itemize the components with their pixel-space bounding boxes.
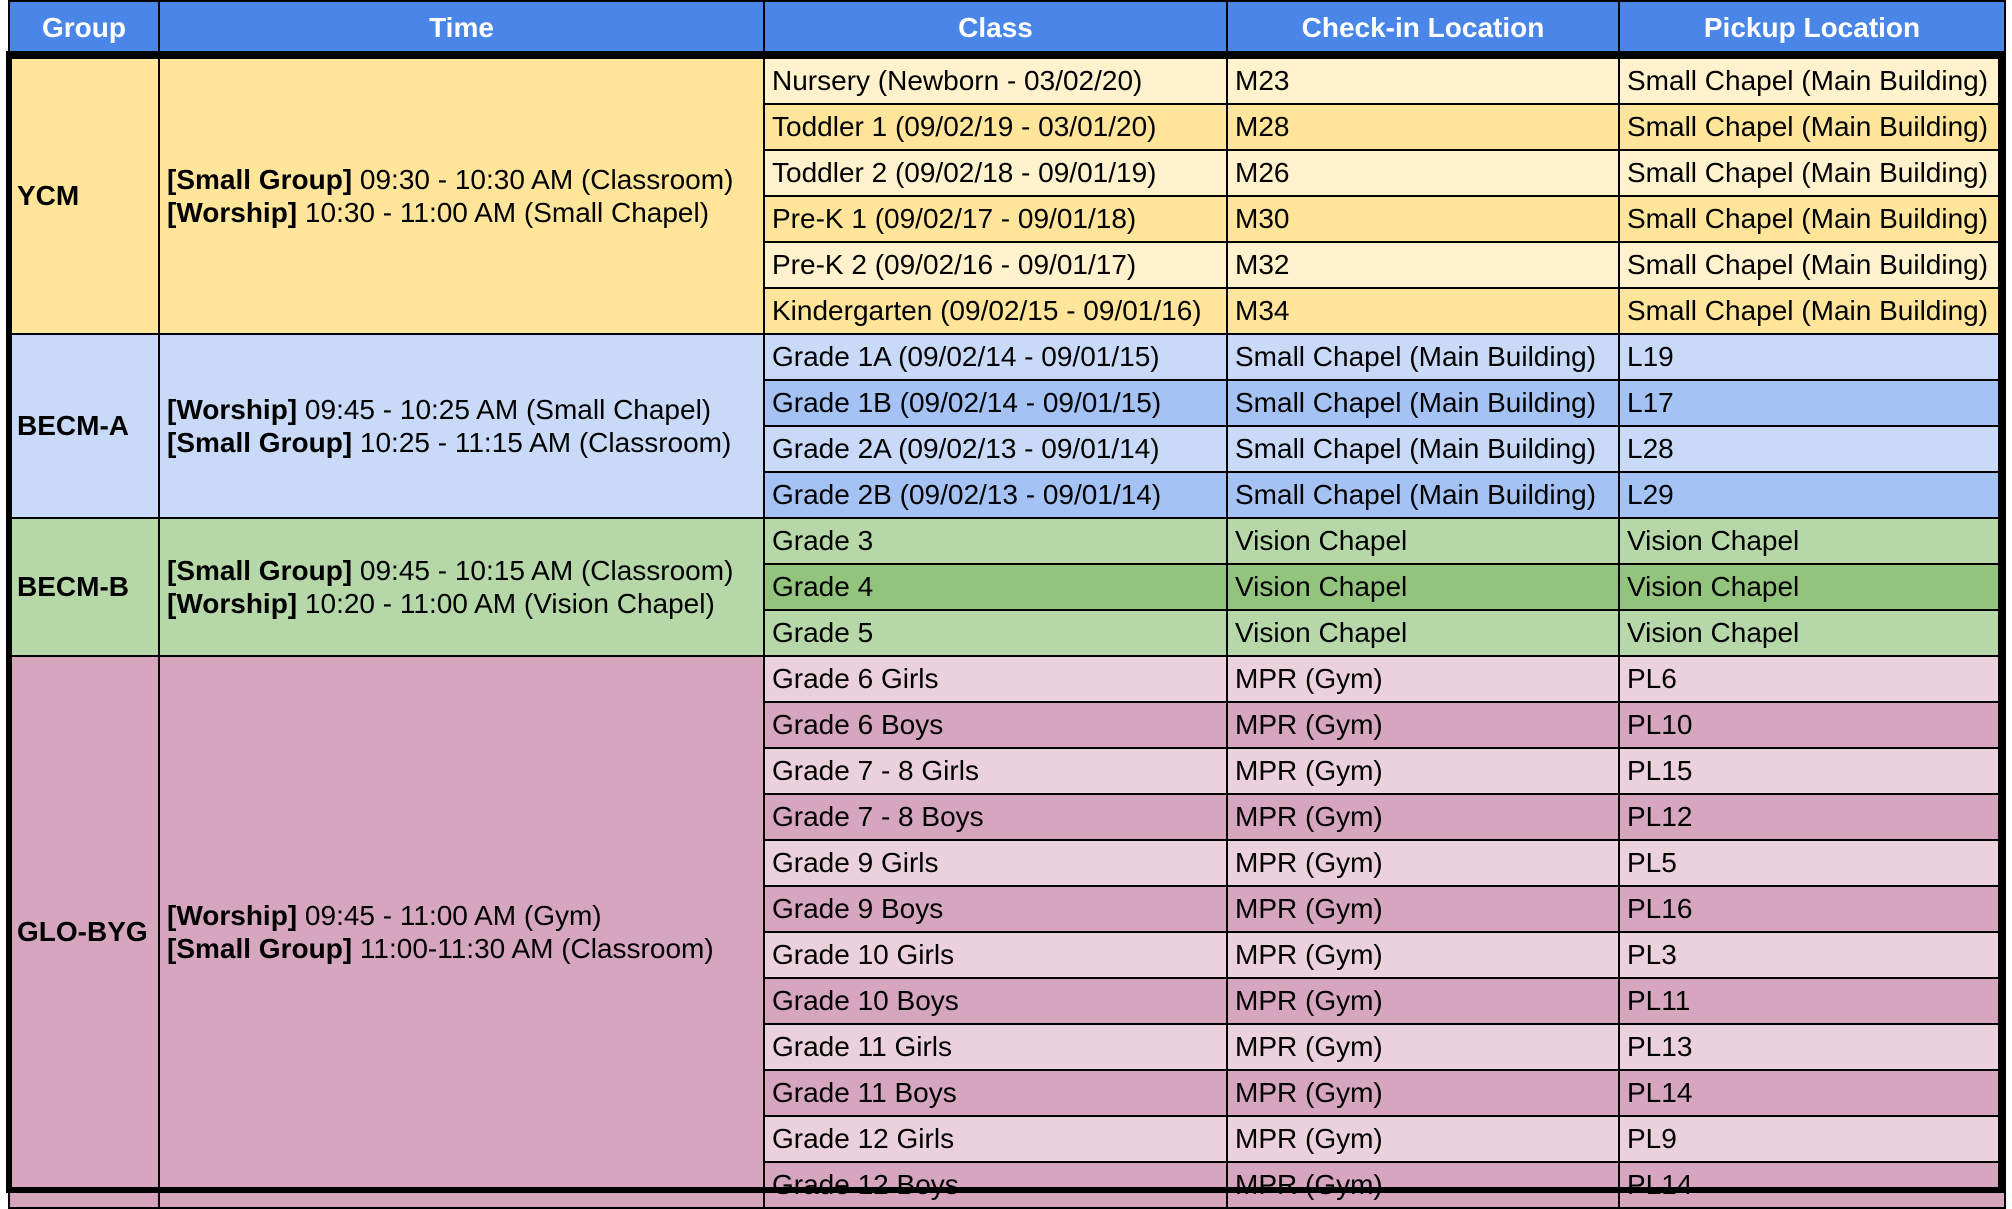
checkin-location-cell[interactable]: M28 [1227,104,1619,150]
session-time: 09:45 - 11:00 AM (Gym) [297,900,602,931]
table-row [9,56,2005,104]
class-cell[interactable]: Grade 7 - 8 Boys [764,794,1227,840]
pickup-location-cell[interactable]: PL11 [1619,978,2005,1024]
checkin-location-cell[interactable]: MPR (Gym) [1227,886,1619,932]
time-line [167,554,756,587]
table-row [9,334,2005,380]
checkin-location-cell[interactable]: MPR (Gym) [1227,748,1619,794]
time-line [167,196,756,229]
pickup-location-cell[interactable]: Small Chapel (Main Building) [1619,56,2005,104]
pickup-location-cell[interactable]: PL10 [1619,702,2005,748]
time-line [167,163,756,196]
checkin-location-cell[interactable]: Small Chapel (Main Building) [1227,426,1619,472]
class-cell[interactable]: Grade 11 Girls [764,1024,1227,1070]
pickup-location-cell[interactable]: L17 [1619,380,2005,426]
class-cell[interactable]: Grade 3 [764,518,1227,564]
class-cell[interactable]: Grade 6 Girls [764,656,1227,702]
session-label: [Small Group] [167,555,353,586]
class-cell[interactable]: Grade 5 [764,610,1227,656]
checkin-location-cell[interactable]: MPR (Gym) [1227,794,1619,840]
time-line [167,426,756,459]
pickup-location-cell[interactable]: PL9 [1619,1116,2005,1162]
pickup-location-cell[interactable]: Small Chapel (Main Building) [1619,288,2005,334]
checkin-location-cell[interactable]: MPR (Gym) [1227,932,1619,978]
header-row [9,1,2005,56]
pickup-location-cell[interactable]: Vision Chapel [1619,564,2005,610]
class-cell[interactable]: Pre-K 2 (09/02/16 - 09/01/17) [764,242,1227,288]
class-cell[interactable]: Grade 9 Boys [764,886,1227,932]
session-time: 11:00-11:30 AM (Classroom) [352,933,714,964]
pickup-location-cell[interactable]: PL3 [1619,932,2005,978]
pickup-location-cell[interactable]: PL15 [1619,748,2005,794]
time-cell[interactable] [159,518,764,656]
pickup-location-cell[interactable]: Small Chapel (Main Building) [1619,242,2005,288]
class-cell[interactable]: Grade 2B (09/02/13 - 09/01/14) [764,472,1227,518]
session-label: [Small Group] [167,427,353,458]
time-line [167,393,756,426]
checkin-location-cell[interactable]: MPR (Gym) [1227,656,1619,702]
time-cell[interactable] [159,56,764,334]
time-line [167,899,756,932]
time-line [167,587,756,620]
session-time: 09:45 - 10:15 AM (Classroom) [352,555,734,586]
schedule-table [8,0,2006,1209]
time-line [167,932,756,965]
table-row [9,518,2005,564]
class-cell[interactable]: Nursery (Newborn - 03/02/20) [764,56,1227,104]
header-class[interactable]: Class [764,1,1227,56]
session-label: [Worship] [167,588,298,619]
checkin-location-cell[interactable]: MPR (Gym) [1227,1116,1619,1162]
pickup-location-cell[interactable]: L28 [1619,426,2005,472]
checkin-location-cell[interactable]: Vision Chapel [1227,518,1619,564]
class-cell[interactable]: Grade 1A (09/02/14 - 09/01/15) [764,334,1227,380]
class-cell[interactable]: Grade 1B (09/02/14 - 09/01/15) [764,380,1227,426]
pickup-location-cell[interactable]: PL14 [1619,1070,2005,1116]
checkin-location-cell[interactable]: MPR (Gym) [1227,840,1619,886]
session-label: [Worship] [167,197,298,228]
pickup-location-cell[interactable]: Vision Chapel [1619,518,2005,564]
class-cell[interactable]: Grade 10 Boys [764,978,1227,1024]
checkin-location-cell[interactable]: M32 [1227,242,1619,288]
class-cell[interactable]: Kindergarten (09/02/15 - 09/01/16) [764,288,1227,334]
checkin-location-cell[interactable]: Vision Chapel [1227,610,1619,656]
checkin-location-cell[interactable]: Small Chapel (Main Building) [1227,472,1619,518]
checkin-location-cell[interactable]: Vision Chapel [1227,564,1619,610]
class-cell[interactable]: Pre-K 1 (09/02/17 - 09/01/18) [764,196,1227,242]
pickup-location-cell[interactable]: PL6 [1619,656,2005,702]
checkin-location-cell[interactable]: MPR (Gym) [1227,1070,1619,1116]
session-label: [Worship] [167,900,298,931]
class-cell[interactable]: Toddler 2 (09/02/18 - 09/01/19) [764,150,1227,196]
group-name-cell[interactable]: GLO-BYG [9,656,159,1208]
pickup-location-cell[interactable]: Vision Chapel [1619,610,2005,656]
pickup-location-cell[interactable]: PL13 [1619,1024,2005,1070]
session-time: 10:30 - 11:00 AM (Small Chapel) [297,197,710,228]
class-cell[interactable]: Grade 4 [764,564,1227,610]
pickup-location-cell[interactable]: PL16 [1619,886,2005,932]
table-row [9,656,2005,702]
checkin-location-cell[interactable]: MPR (Gym) [1227,702,1619,748]
header-checkin-location[interactable]: Check-in Location [1227,1,1619,56]
checkin-location-cell[interactable]: M34 [1227,288,1619,334]
class-cell[interactable]: Grade 12 Boys [764,1162,1227,1208]
pickup-location-cell[interactable]: L29 [1619,472,2005,518]
session-label: [Worship] [167,394,298,425]
checkin-location-cell[interactable]: M30 [1227,196,1619,242]
pickup-location-cell[interactable]: Small Chapel (Main Building) [1619,196,2005,242]
class-cell[interactable]: Grade 9 Girls [764,840,1227,886]
time-cell[interactable] [159,334,764,518]
checkin-location-cell[interactable]: MPR (Gym) [1227,978,1619,1024]
checkin-location-cell[interactable]: MPR (Gym) [1227,1162,1619,1208]
pickup-location-cell[interactable]: PL14 [1619,1162,2005,1208]
pickup-location-cell[interactable]: PL12 [1619,794,2005,840]
checkin-location-cell[interactable]: M26 [1227,150,1619,196]
session-time: 09:45 - 10:25 AM (Small Chapel) [297,394,712,425]
pickup-location-cell[interactable]: PL5 [1619,840,2005,886]
class-cell[interactable]: Grade 11 Boys [764,1070,1227,1116]
class-cell[interactable]: Grade 6 Boys [764,702,1227,748]
session-label: [Small Group] [167,933,353,964]
header-pickup-location[interactable]: Pickup Location [1619,1,2005,56]
session-time: 09:30 - 10:30 AM (Classroom) [352,164,734,195]
class-cell[interactable]: Grade 2A (09/02/13 - 09/01/14) [764,426,1227,472]
checkin-location-cell[interactable]: Small Chapel (Main Building) [1227,380,1619,426]
class-cell[interactable]: Grade 7 - 8 Girls [764,748,1227,794]
class-cell[interactable]: Grade 10 Girls [764,932,1227,978]
group-name-cell[interactable]: YCM [9,56,159,334]
checkin-location-cell[interactable]: Small Chapel (Main Building) [1227,334,1619,380]
pickup-location-cell[interactable]: Small Chapel (Main Building) [1619,150,2005,196]
checkin-location-cell[interactable]: M23 [1227,56,1619,104]
pickup-location-cell[interactable]: Small Chapel (Main Building) [1619,104,2005,150]
header-group[interactable]: Group [9,1,159,56]
session-time: 10:25 - 11:15 AM (Classroom) [352,427,732,458]
class-cell[interactable]: Grade 12 Girls [764,1116,1227,1162]
pickup-location-cell[interactable]: L19 [1619,334,2005,380]
checkin-location-cell[interactable]: MPR (Gym) [1227,1024,1619,1070]
session-time: 10:20 - 11:00 AM (Vision Chapel) [297,588,715,619]
time-cell[interactable] [159,656,764,1208]
header-time[interactable]: Time [159,1,764,56]
class-cell[interactable]: Toddler 1 (09/02/19 - 03/01/20) [764,104,1227,150]
group-name-cell[interactable]: BECM-B [9,518,159,656]
table-body [9,56,2005,1208]
group-name-cell[interactable]: BECM-A [9,334,159,518]
session-label: [Small Group] [167,164,353,195]
